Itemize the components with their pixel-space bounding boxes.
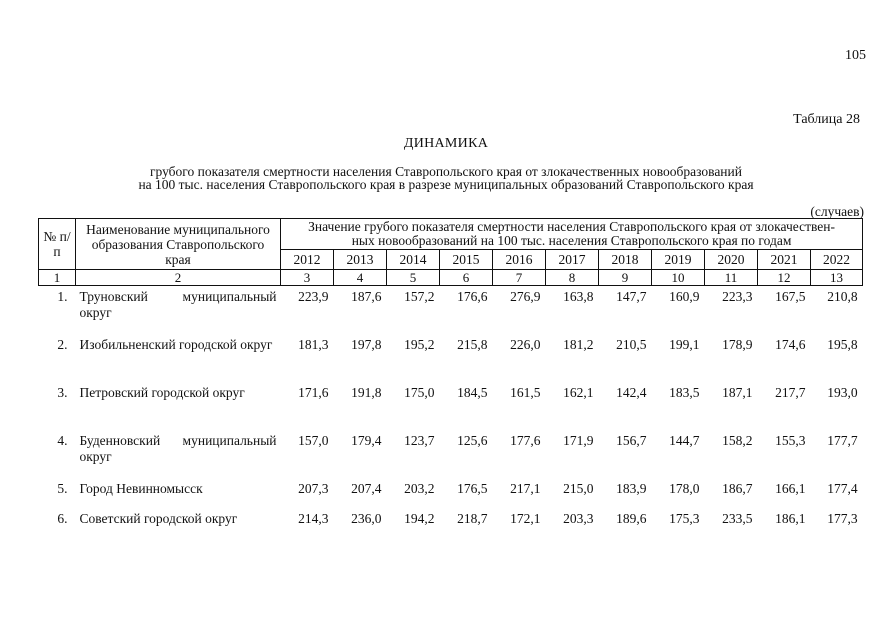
page-number: 105: [845, 48, 866, 63]
value-cell: 210,5: [616, 337, 647, 352]
table-body: [39, 286, 863, 557]
value-cell: 233,5: [722, 511, 753, 526]
column-number: 4: [334, 270, 387, 286]
value-cell: 125,6: [457, 433, 488, 448]
value-cell: 218,7: [457, 511, 488, 526]
value-cell: 178,0: [669, 481, 700, 496]
year-header: 2022: [811, 250, 863, 270]
value-cell: 186,1: [775, 511, 806, 526]
value-cell: 142,4: [616, 385, 647, 400]
value-cell: 215,8: [457, 337, 488, 352]
header-values-line-2: ных новообразований на 100 тыс. населения Ставропольского края по годам: [351, 233, 792, 248]
municipality-name: Петровский городской округ: [79, 385, 245, 400]
value-cell: 157,0: [298, 433, 329, 448]
column-number: 13: [811, 270, 863, 286]
year-header: 2020: [705, 250, 758, 270]
subtitle-line-2: на 100 тыс. населения Ставропольского края в разрезе муниципальных образований Ставропольского края: [138, 177, 754, 192]
value-cell: 217,7: [775, 385, 806, 400]
row-number: 5.: [57, 481, 68, 496]
value-cell: 223,9: [298, 289, 329, 304]
value-cell: 162,1: [563, 385, 594, 400]
year-header: 2012: [281, 250, 334, 270]
value-cell: 207,4: [351, 481, 382, 496]
value-cell: 160,9: [669, 289, 700, 304]
value-cell: 174,6: [775, 337, 806, 352]
year-header: 2015: [440, 250, 493, 270]
table-row: [39, 334, 863, 382]
value-cell: 191,8: [351, 385, 382, 400]
value-cell: 183,9: [616, 481, 647, 496]
value-cell: 195,8: [827, 337, 858, 352]
row-number: 1.: [57, 289, 68, 304]
value-cell: 176,6: [457, 289, 488, 304]
year-header: 2014: [387, 250, 440, 270]
value-cell: 215,0: [563, 481, 594, 496]
value-cell: 161,5: [510, 385, 541, 400]
value-cell: 226,0: [510, 337, 541, 352]
column-number: 9: [599, 270, 652, 286]
value-cell: 171,6: [298, 385, 329, 400]
value-cell: 176,5: [457, 481, 488, 496]
value-cell: 214,3: [298, 511, 329, 526]
row-number: 2.: [57, 337, 68, 352]
table-row: [39, 508, 863, 556]
value-cell: 193,0: [827, 385, 858, 400]
value-cell: 199,1: [669, 337, 700, 352]
table-row: [39, 382, 863, 430]
value-cell: 223,3: [722, 289, 753, 304]
subtitle-line-1: грубого показателя смертности населения Ставропольского края от злокачественных новообразований: [150, 164, 742, 179]
value-cell: 183,5: [669, 385, 700, 400]
value-cell: 189,6: [616, 511, 647, 526]
value-cell: 217,1: [510, 481, 541, 496]
column-number: 8: [546, 270, 599, 286]
column-number: 10: [652, 270, 705, 286]
value-cell: 194,2: [404, 511, 435, 526]
mortality-table: [38, 218, 863, 556]
value-cell: 157,2: [404, 289, 435, 304]
header-name: Наименование муниципального образования Ставропольского края: [76, 219, 281, 270]
value-cell: 172,1: [510, 511, 541, 526]
year-header: 2016: [493, 250, 546, 270]
table-label: Таблица 28: [793, 112, 860, 127]
municipality-name: Город Невинномысск: [79, 481, 203, 496]
year-header: 2021: [758, 250, 811, 270]
column-number: 3: [281, 270, 334, 286]
table-row: [39, 478, 863, 508]
municipality-name: Советский городской округ: [79, 511, 238, 526]
value-cell: 158,2: [722, 433, 753, 448]
row-number: 6.: [57, 511, 68, 526]
value-cell: 184,5: [457, 385, 488, 400]
value-cell: 203,2: [404, 481, 435, 496]
value-cell: 171,9: [563, 433, 594, 448]
value-cell: 177,6: [510, 433, 541, 448]
value-cell: 178,9: [722, 337, 753, 352]
year-header: 2018: [599, 250, 652, 270]
column-number: 6: [440, 270, 493, 286]
column-number: 1: [39, 270, 76, 286]
row-number: 4.: [57, 433, 68, 448]
value-cell: 186,7: [722, 481, 753, 496]
value-cell: 166,1: [775, 481, 806, 496]
municipality-name: Изобильненский городской округ: [79, 337, 273, 352]
year-header: 2017: [546, 250, 599, 270]
row-number: 3.: [57, 385, 68, 400]
value-cell: 163,8: [563, 289, 594, 304]
value-cell: 177,3: [827, 511, 858, 526]
column-numbers-row: [39, 270, 863, 286]
value-cell: 276,9: [510, 289, 541, 304]
document-subtitle: [0, 165, 892, 191]
value-cell: 181,3: [298, 337, 329, 352]
municipality-name: Буденновский муниципальный округ: [79, 433, 277, 464]
column-number: 11: [705, 270, 758, 286]
column-number: 5: [387, 270, 440, 286]
value-cell: 187,6: [351, 289, 382, 304]
value-cell: 203,3: [563, 511, 594, 526]
value-cell: 197,8: [351, 337, 382, 352]
column-number: 12: [758, 270, 811, 286]
value-cell: 177,7: [827, 433, 858, 448]
header-values: [281, 219, 863, 250]
document-title: ДИНАМИКА: [403, 136, 489, 151]
value-cell: 144,7: [669, 433, 700, 448]
value-cell: 179,4: [351, 433, 382, 448]
table-row: [39, 430, 863, 478]
value-cell: 236,0: [351, 511, 382, 526]
value-cell: 210,8: [827, 289, 858, 304]
value-cell: 175,0: [404, 385, 435, 400]
unit-label: (случаев): [810, 204, 864, 219]
value-cell: 195,2: [404, 337, 435, 352]
value-cell: 187,1: [722, 385, 753, 400]
table-row: [39, 286, 863, 335]
column-number: 7: [493, 270, 546, 286]
value-cell: 167,5: [775, 289, 806, 304]
year-header: 2019: [652, 250, 705, 270]
header-no: № п/п: [39, 219, 76, 270]
value-cell: 155,3: [775, 433, 806, 448]
column-number: 2: [76, 270, 281, 286]
value-cell: 156,7: [616, 433, 647, 448]
value-cell: 147,7: [616, 289, 647, 304]
value-cell: 175,3: [669, 511, 700, 526]
header-values-line-1: Значение грубого показателя смертности населения Ставропольского края от злокачествен-: [308, 219, 835, 234]
value-cell: 177,4: [827, 481, 858, 496]
year-header: 2013: [334, 250, 387, 270]
value-cell: 207,3: [298, 481, 329, 496]
municipality-name: Труновский муниципальный округ: [79, 289, 277, 320]
value-cell: 181,2: [563, 337, 594, 352]
value-cell: 123,7: [404, 433, 435, 448]
